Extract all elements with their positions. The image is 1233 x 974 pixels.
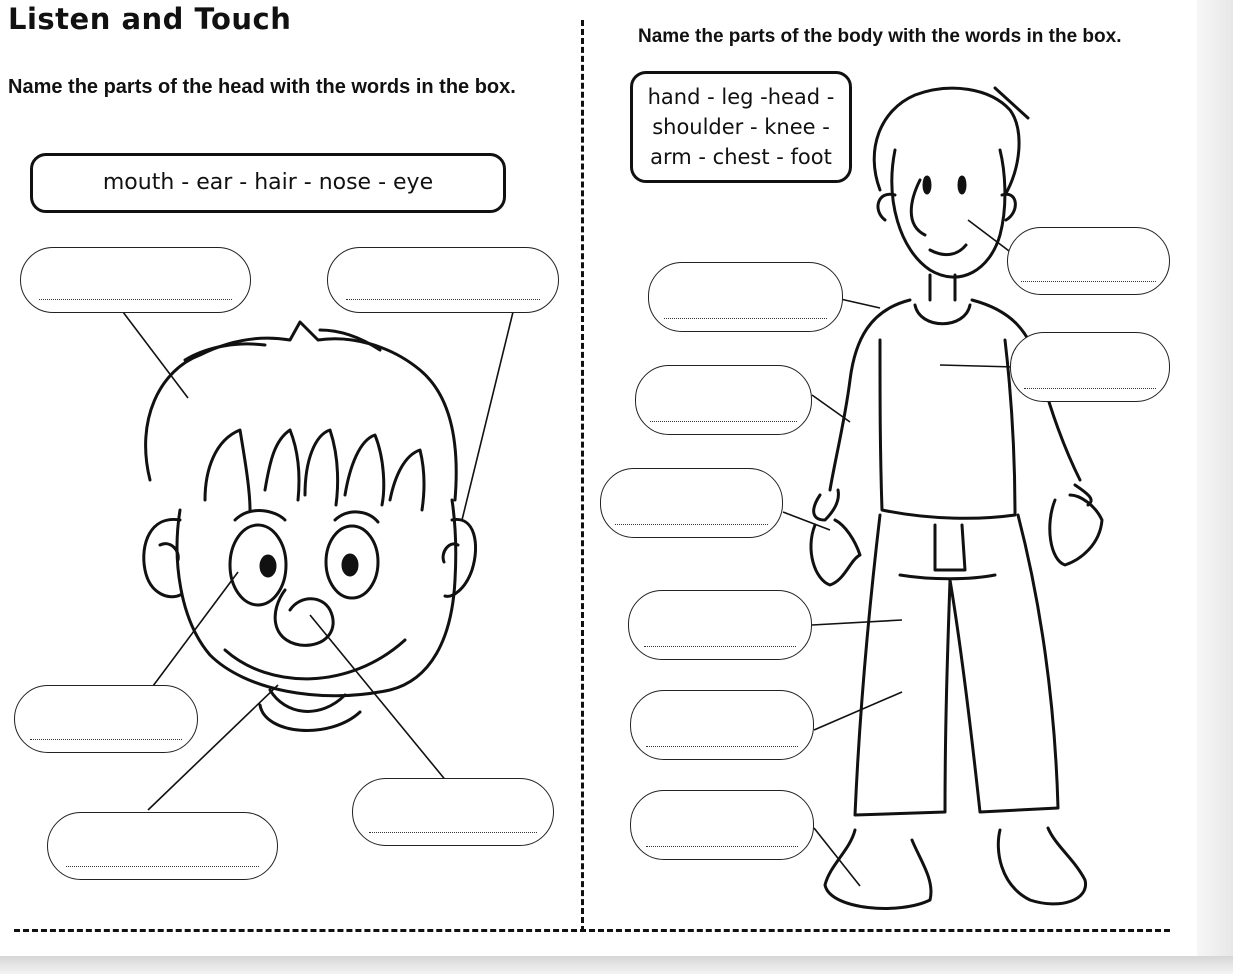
head-instruction: Name the parts of the head with the words in the box. <box>8 76 516 98</box>
answer-box-hair[interactable] <box>20 247 251 313</box>
answer-box-shoulder[interactable] <box>648 262 843 332</box>
answer-box-eye[interactable] <box>14 685 198 753</box>
answer-box-mouth[interactable] <box>47 812 278 880</box>
answer-box-leg[interactable] <box>630 690 814 760</box>
body-word-line: shoulder - knee - <box>652 115 830 139</box>
answer-box-chest[interactable] <box>1010 332 1170 402</box>
body-instruction: Name the parts of the body with the words in the box. <box>638 26 1122 47</box>
boy-face-drawing <box>144 322 476 730</box>
answer-box-arm[interactable] <box>635 365 812 435</box>
head-word-box: mouth - ear - hair - nose - eye <box>30 153 506 213</box>
answer-box-head[interactable] <box>1007 227 1170 295</box>
worksheet-title: Listen and Touch <box>8 2 292 36</box>
answer-box-ear[interactable] <box>327 247 559 313</box>
answer-box-foot[interactable] <box>630 790 814 860</box>
answer-box-hand[interactable] <box>600 468 783 538</box>
body-word-line: arm - chest - foot <box>650 145 832 169</box>
boy-body-drawing <box>811 88 1102 908</box>
answer-box-nose[interactable] <box>352 778 554 846</box>
body-word-line: hand - leg -head - <box>647 85 835 109</box>
answer-box-knee[interactable] <box>628 590 812 660</box>
pointer-lines <box>123 220 1017 886</box>
